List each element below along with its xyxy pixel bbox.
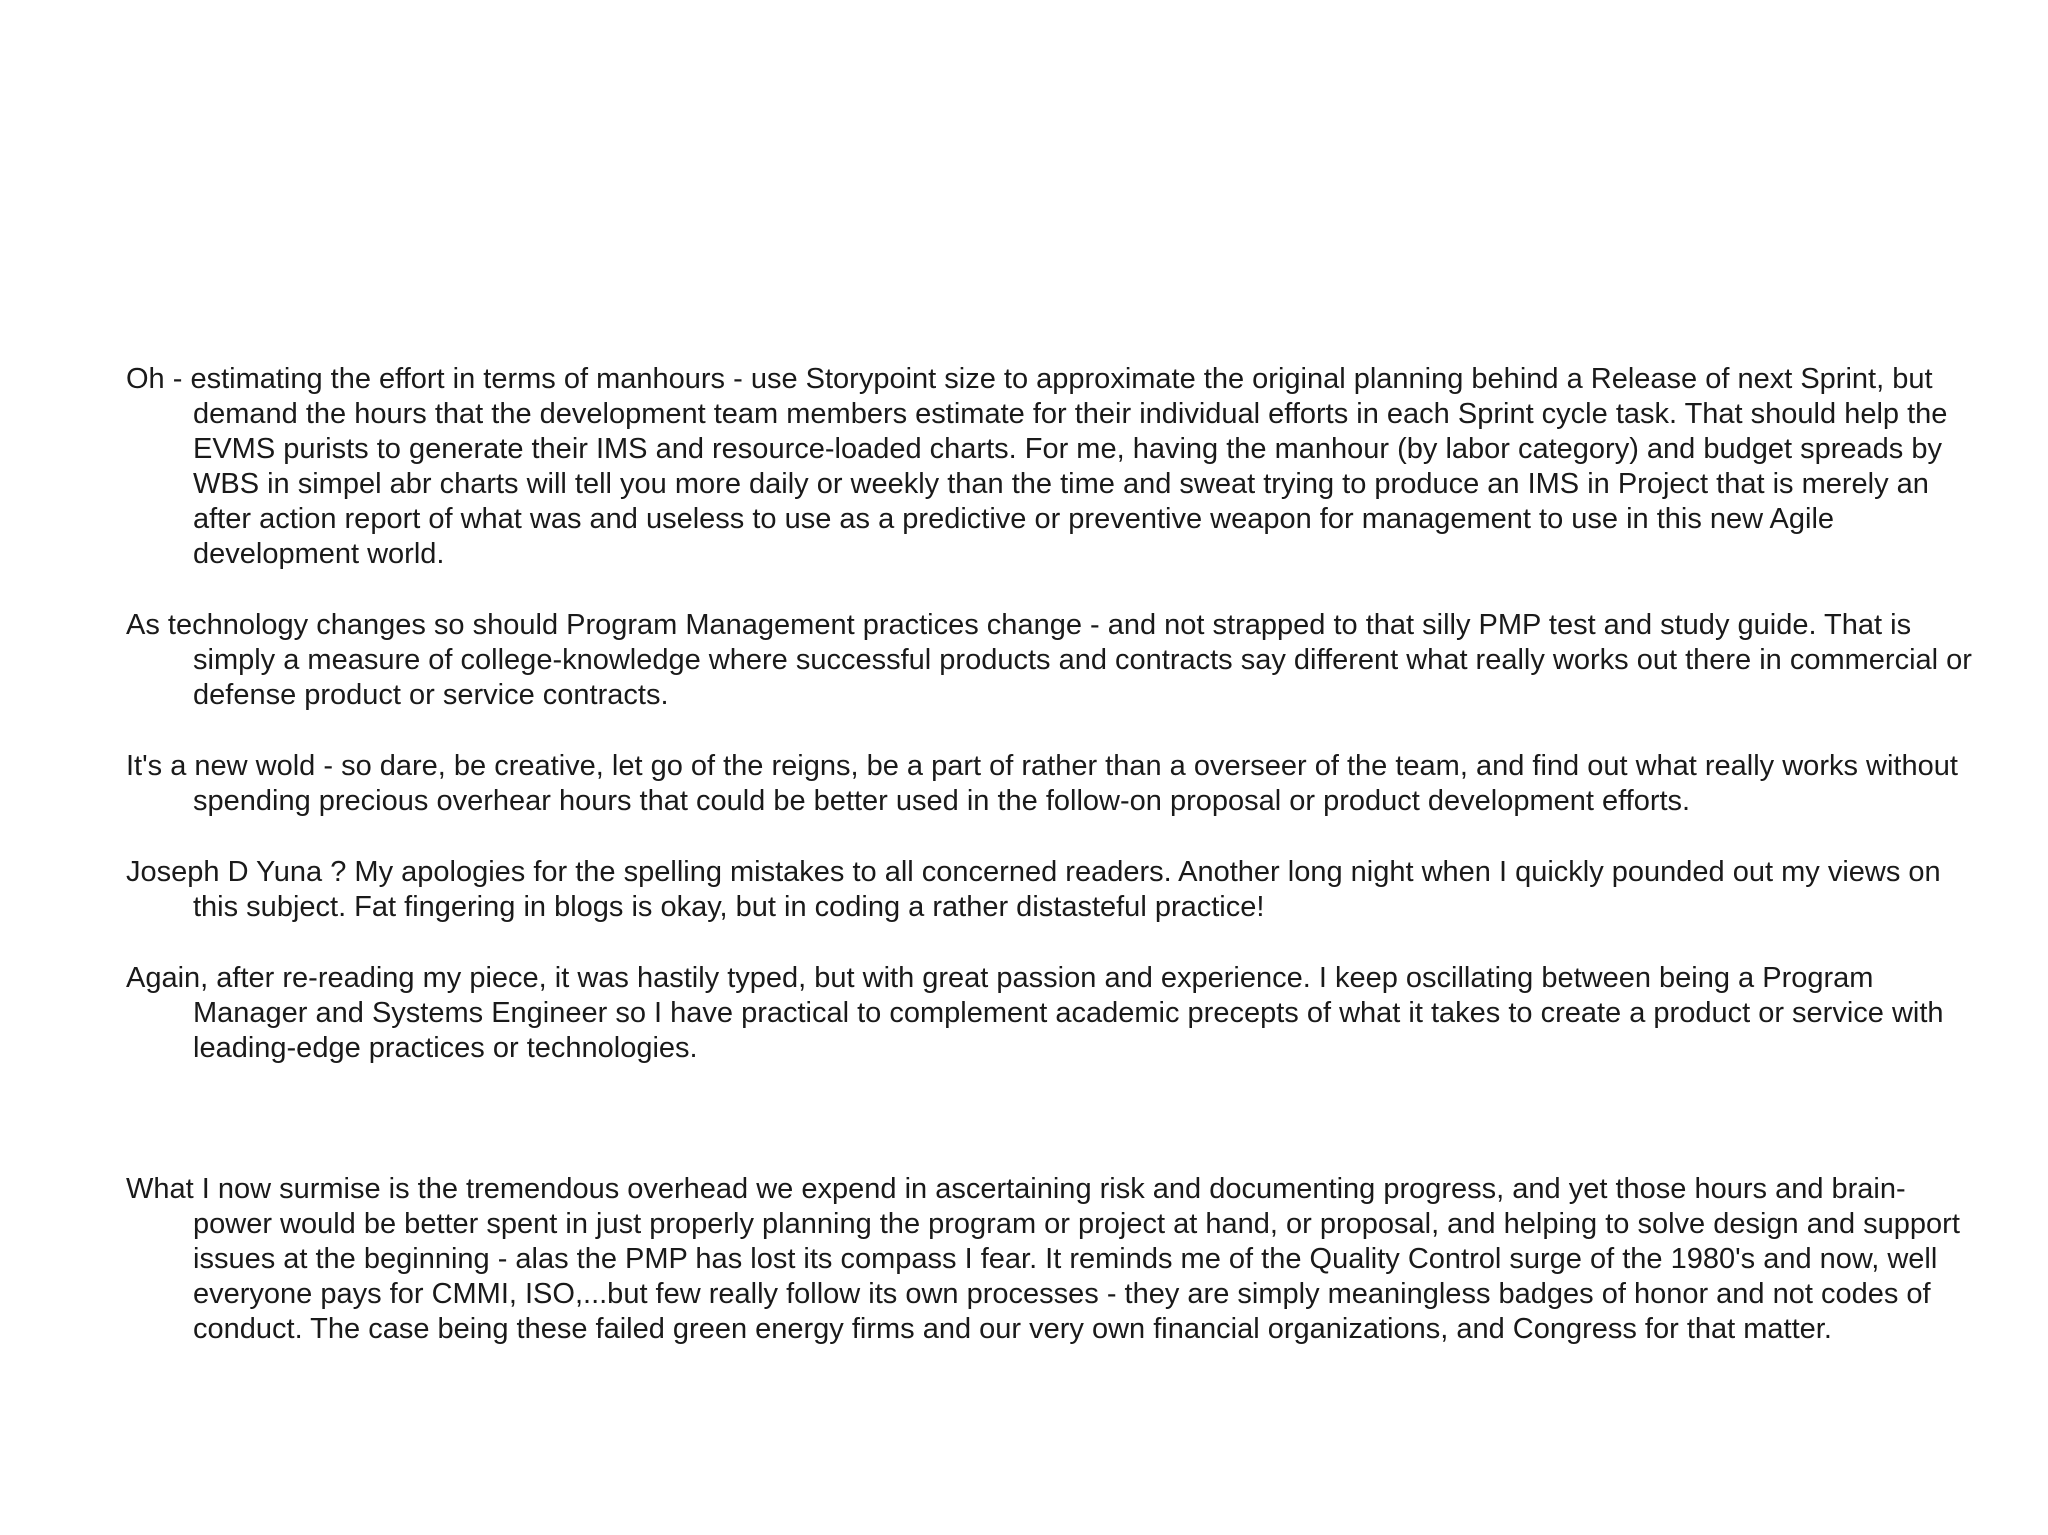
document-body [126, 362, 1976, 1347]
paragraph-re-reading: Again, after re-reading my piece, it was hastily typed, but with great passion and experience. I keep oscillating between being a Program Manager and Systems Engineer so I have practical to complement academic precepts of what it takes to create a product or service with leading-edge practices or technologies. [126, 962, 1944, 1064]
paragraph-apologies: Joseph D Yuna ? My apologies for the spelling mistakes to all concerned readers. Another long night when I quickly pounded out my views on this subject. Fat fingering in blogs is okay, but in coding a rather distasteful practice! [126, 856, 1941, 923]
paragraph-technology-changes: As technology changes so should Program Management practices change - and not strapped to that silly PMP test and study guide. That is simply a measure of college-knowledge where successful products and contracts say different what really works out there in commercial or defense product or service contracts. [126, 609, 1972, 711]
paragraph-new-world: It's a new wold - so dare, be creative, let go of the reigns, be a part of rather than a overseer of the team, and find out what really works without spending precious overhear hours that could be better used in the follow-on proposal or product development efforts. [126, 750, 1958, 817]
paragraph-estimating-effort: Oh - estimating the effort in terms of manhours - use Storypoint size to approximate the original planning behind a Release of next Sprint, but demand the hours that the development team members estimate for their individual efforts in each Sprint cycle task. That should help the EVMS purists to generate their IMS and resource-loaded charts. For me, having the manhour (by labor category) and budget spreads by WBS in simpel abr charts will tell you more daily or weekly than the time and sweat trying to produce an IMS in Project that is merely an after action report of what was and useless to use as a predictive or preventive weapon for management to use in this new Agile development world. [126, 363, 1948, 570]
paragraph-overhead: What I now surmise is the tremendous overhead we expend in ascertaining risk and documenting progress, and yet those hours and brain-power would be better spent in just properly planning the program or project at hand, or proposal, and helping to solve design and support issues at the beginning - alas the PMP has lost its compass I fear. It reminds me of the Quality Control surge of the 1980's and now, well everyone pays for CMMI, ISO,...but few really follow its own processes - they are simply meaningless badges of honor and not codes of conduct. The case being these failed green energy firms and our very own financial organizations, and Congress for that matter. [126, 1173, 1960, 1345]
